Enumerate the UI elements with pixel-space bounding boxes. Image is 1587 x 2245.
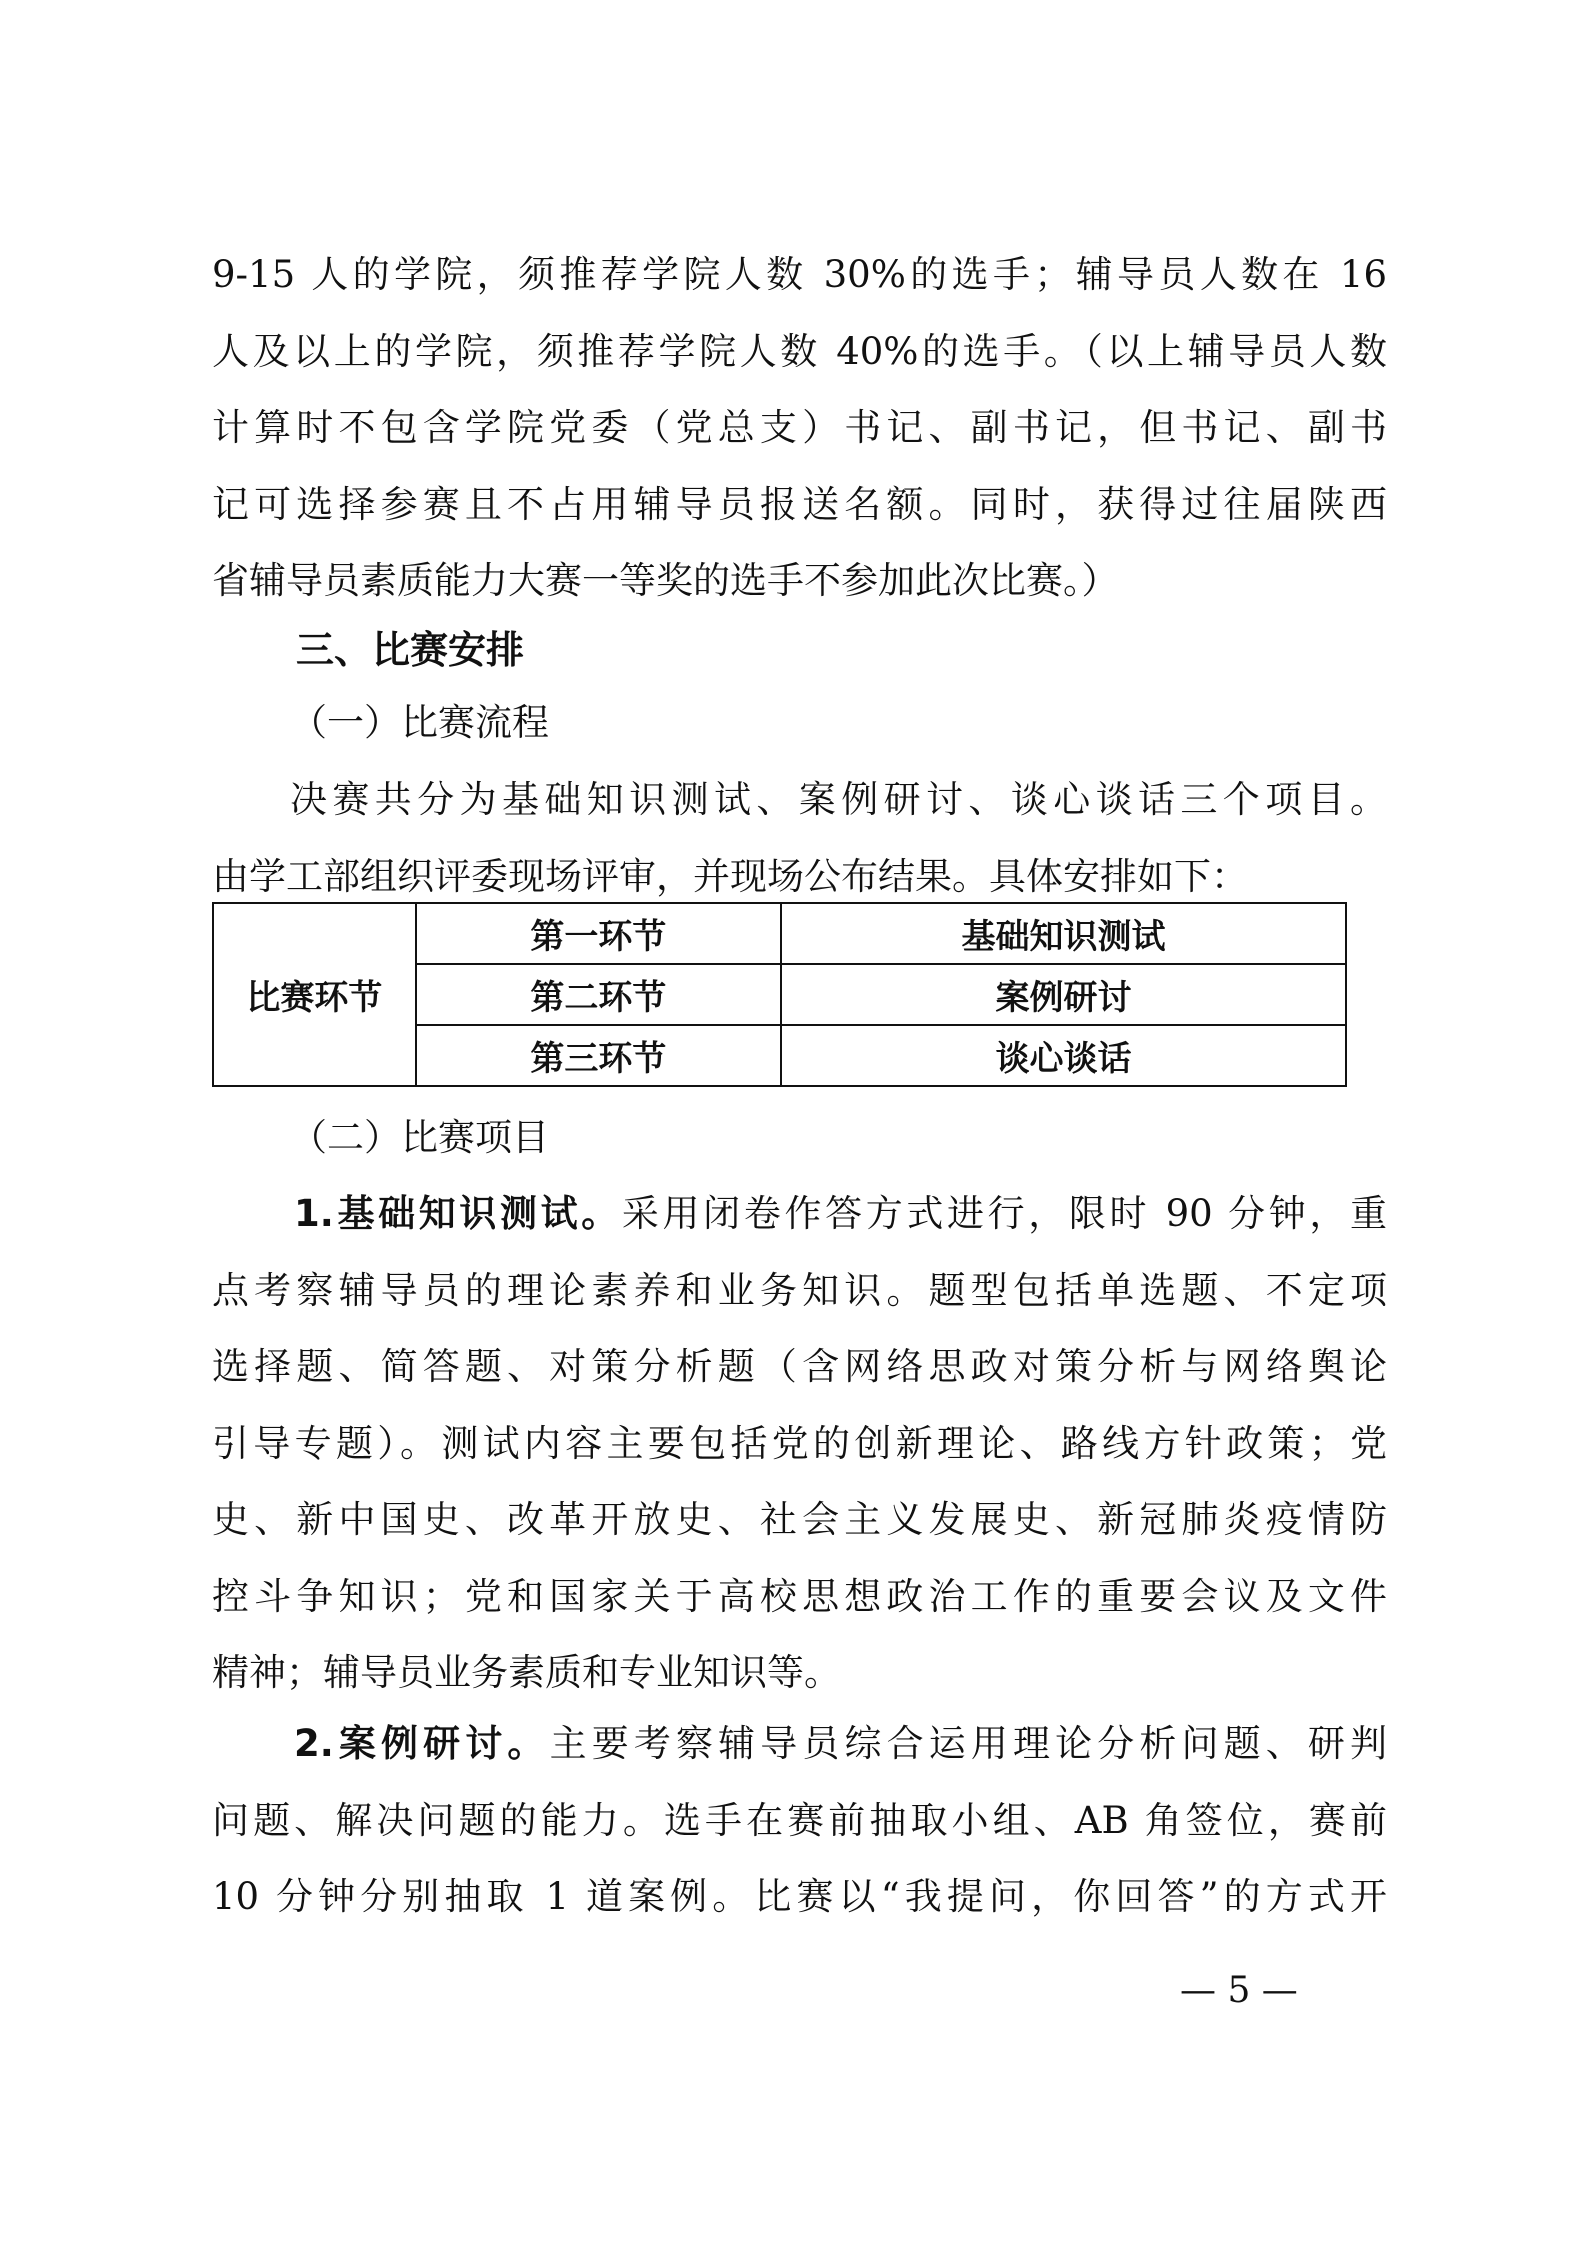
text-line: 精神；辅导员业务素质和专业知识等。 (212, 1651, 841, 1694)
item-2-first-line: 主要考察辅导员综合运用理论分析问题、研判 (549, 1722, 1387, 1765)
text-line: 点考察辅导员的理论素养和业务知识。题型包括单选题、不定项 (212, 1268, 1387, 1312)
flow-paragraph (212, 762, 1387, 915)
section-heading: 三、比赛安排 (296, 628, 525, 672)
text-line (212, 1706, 1387, 1783)
schedule-table (212, 902, 1347, 1087)
text-line: 决赛共分为基础知识测试、案例研讨、谈心谈话三个项目。 (290, 778, 1387, 821)
page-number: — 5 — (1180, 1970, 1298, 2011)
text-line (212, 1176, 1387, 1253)
text-line: 控斗争知识；党和国家关于高校思想政治工作的重要会议及文件 (212, 1574, 1387, 1618)
table-row (213, 903, 1346, 964)
table-cell-stage: 第三环节 (416, 1025, 781, 1086)
text-line: 省辅导员素质能力大赛一等奖的选手不参加此次比赛。） (212, 559, 1119, 602)
table-row-header: 比赛环节 (213, 903, 416, 1086)
item-1-lead: 1.基础知识测试。 (294, 1192, 622, 1235)
subsection-heading-items: （二）比赛项目 (290, 1116, 549, 1159)
item-2-paragraph (212, 1706, 1387, 1936)
text-line: 10 分钟分别抽取 1 道案例。比赛以“我提问，你回答”的方式开 (212, 1875, 1387, 1918)
text-line: 计算时不包含学院党委（党总支）书记、副书记，但书记、副书 (212, 406, 1387, 449)
table-cell-item: 案例研讨 (781, 964, 1346, 1025)
table-cell-item: 谈心谈话 (781, 1025, 1346, 1086)
text-line: 记可选择参赛且不占用辅导员报送名额。同时，获得过往届陕西 (212, 482, 1387, 526)
text-line: 9-15 人的学院，须推荐学院人数 30%的选手；辅导员人数在 16 (212, 253, 1387, 296)
item-1-paragraph (212, 1176, 1387, 1712)
table-cell-item: 基础知识测试 (781, 903, 1346, 964)
text-line: 史、新中国史、改革开放史、社会主义发展史、新冠肺炎疫情防 (212, 1498, 1387, 1541)
table-cell-stage: 第二环节 (416, 964, 781, 1025)
subsection-heading-flow: （一）比赛流程 (290, 701, 549, 744)
text-line: 由学工部组织评委现场评审，并现场公布结果。具体安排如下： (212, 854, 1248, 898)
text-line: 选择题、简答题、对策分析题（含网络思政对策分析与网络舆论 (212, 1345, 1387, 1388)
text-line: 问题、解决问题的能力。选手在赛前抽取小组、AB 角签位，赛前 (212, 1798, 1387, 1842)
text-line: 引导专题）。测试内容主要包括党的创新理论、路线方针政策；党 (212, 1421, 1387, 1465)
item-1-first-line: 采用闭卷作答方式进行，限时 90 分钟，重 (621, 1192, 1387, 1235)
table-cell-stage: 第一环节 (416, 903, 781, 964)
intro-paragraph (212, 237, 1387, 620)
item-2-lead: 2.案例研讨。 (294, 1722, 550, 1765)
text-line: 人及以上的学院，须推荐学院人数 40%的选手。（以上辅导员人数 (212, 329, 1387, 373)
